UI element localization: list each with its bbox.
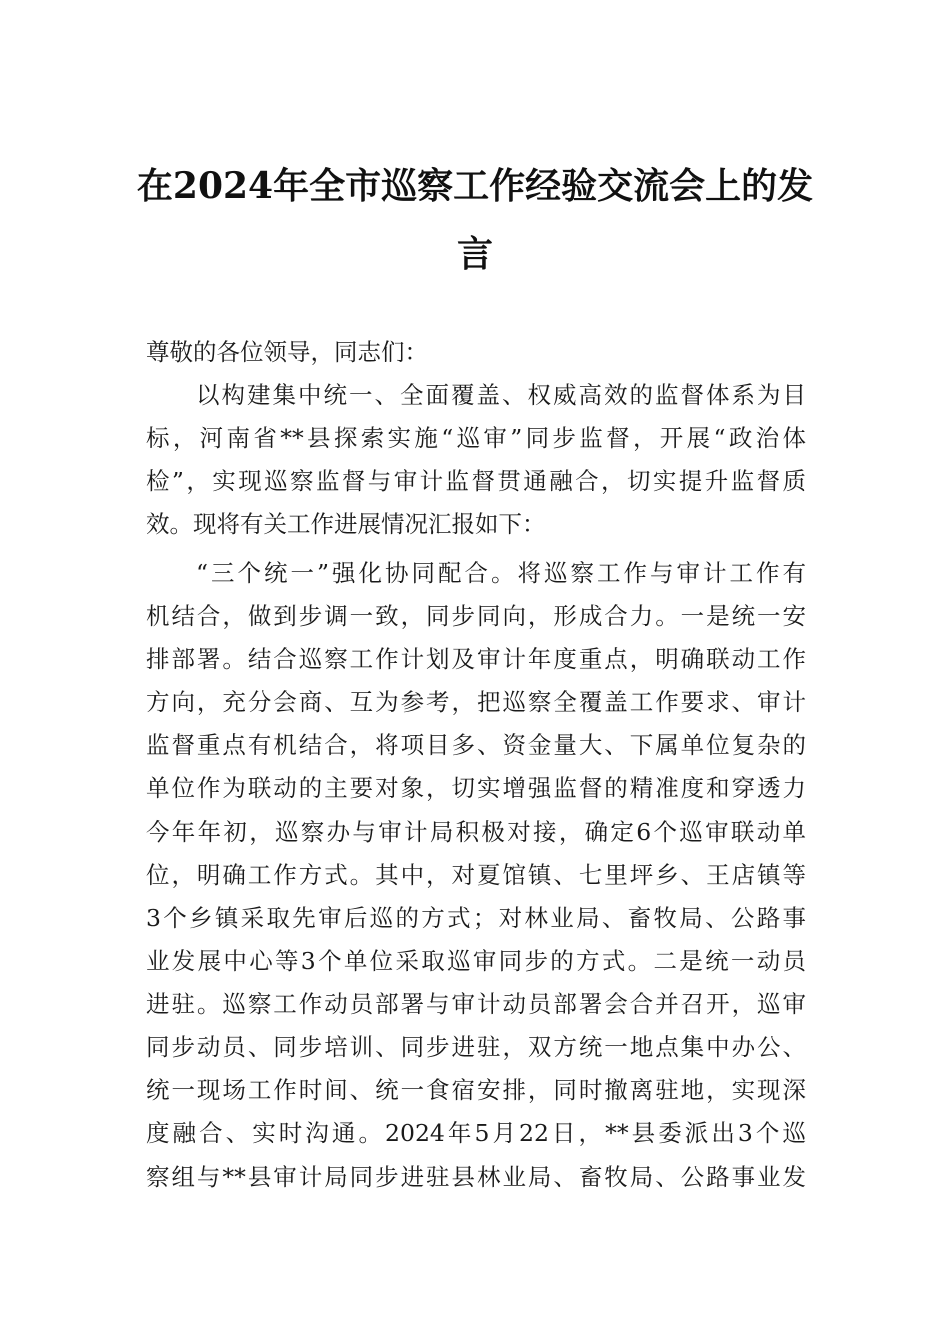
paragraph-line: 度融合、实时沟通。2024年5月22日，**县委派出3个巡 (146, 1119, 806, 1147)
paragraph-line: 业发展中心等3个单位采取巡审同步的方式。二是统一动员 (146, 947, 806, 975)
paragraph-line: 3个乡镇采取先审后巡的方式；对林业局、畜牧局、公路事 (146, 904, 806, 932)
paragraph-line: 监督重点有机结合，将项目多、资金量大、下属单位复杂的 (146, 731, 806, 759)
paragraph-line: 机结合，做到步调一致，同步同向，形成合力。一是统一安 (146, 602, 806, 630)
paragraph-line: 进驻。巡察工作动员部署与审计动员部署会合并召开，巡审 (146, 990, 806, 1018)
paragraph-line: 单位作为联动的主要对象，切实增强监督的精准度和穿透力 (146, 774, 806, 802)
paragraph-line: 方向，充分会商、互为参考，把巡察全覆盖工作要求、审计 (146, 688, 806, 716)
paragraph-line: 位，明确工作方式。其中，对夏馆镇、七里坪乡、王店镇等 (146, 861, 806, 889)
paragraph-line: 同步动员、同步培训、同步进驻，双方统一地点集中办公、 (146, 1033, 806, 1061)
document-title-line-1: 在2024年全市巡察工作经验交流会上的发 (136, 165, 814, 207)
paragraph-line: 排部署。结合巡察工作计划及审计年度重点，明确联动工作 (146, 645, 806, 673)
paragraph-line: 统一现场工作时间、统一食宿安排，同时撤离驻地，实现深 (146, 1076, 806, 1104)
paragraph-line: 标，河南省**县探索实施“巡审”同步监督，开展“政治体 (146, 424, 806, 452)
document-title-line-2: 言 (456, 233, 493, 275)
paragraph-line: 察组与**县审计局同步进驻县林业局、畜牧局、公路事业发 (146, 1163, 806, 1191)
paragraph-line: 检”，实现巡察监督与审计监督贯通融合，切实提升监督质 (146, 467, 806, 495)
salutation-line: 尊敬的各位领导，同志们： (146, 338, 428, 366)
paragraph-line: 今年年初，巡察办与审计局积极对接，确定6个巡审联动单 (146, 818, 806, 846)
paragraph-line: “三个统一”强化协同配合。将巡察工作与审计工作有 (196, 559, 806, 587)
paragraph-line: 以构建集中统一、全面覆盖、权威高效的监督体系为目 (196, 381, 806, 409)
paragraph-line: 效。现将有关工作进展情况汇报如下： (146, 510, 546, 538)
